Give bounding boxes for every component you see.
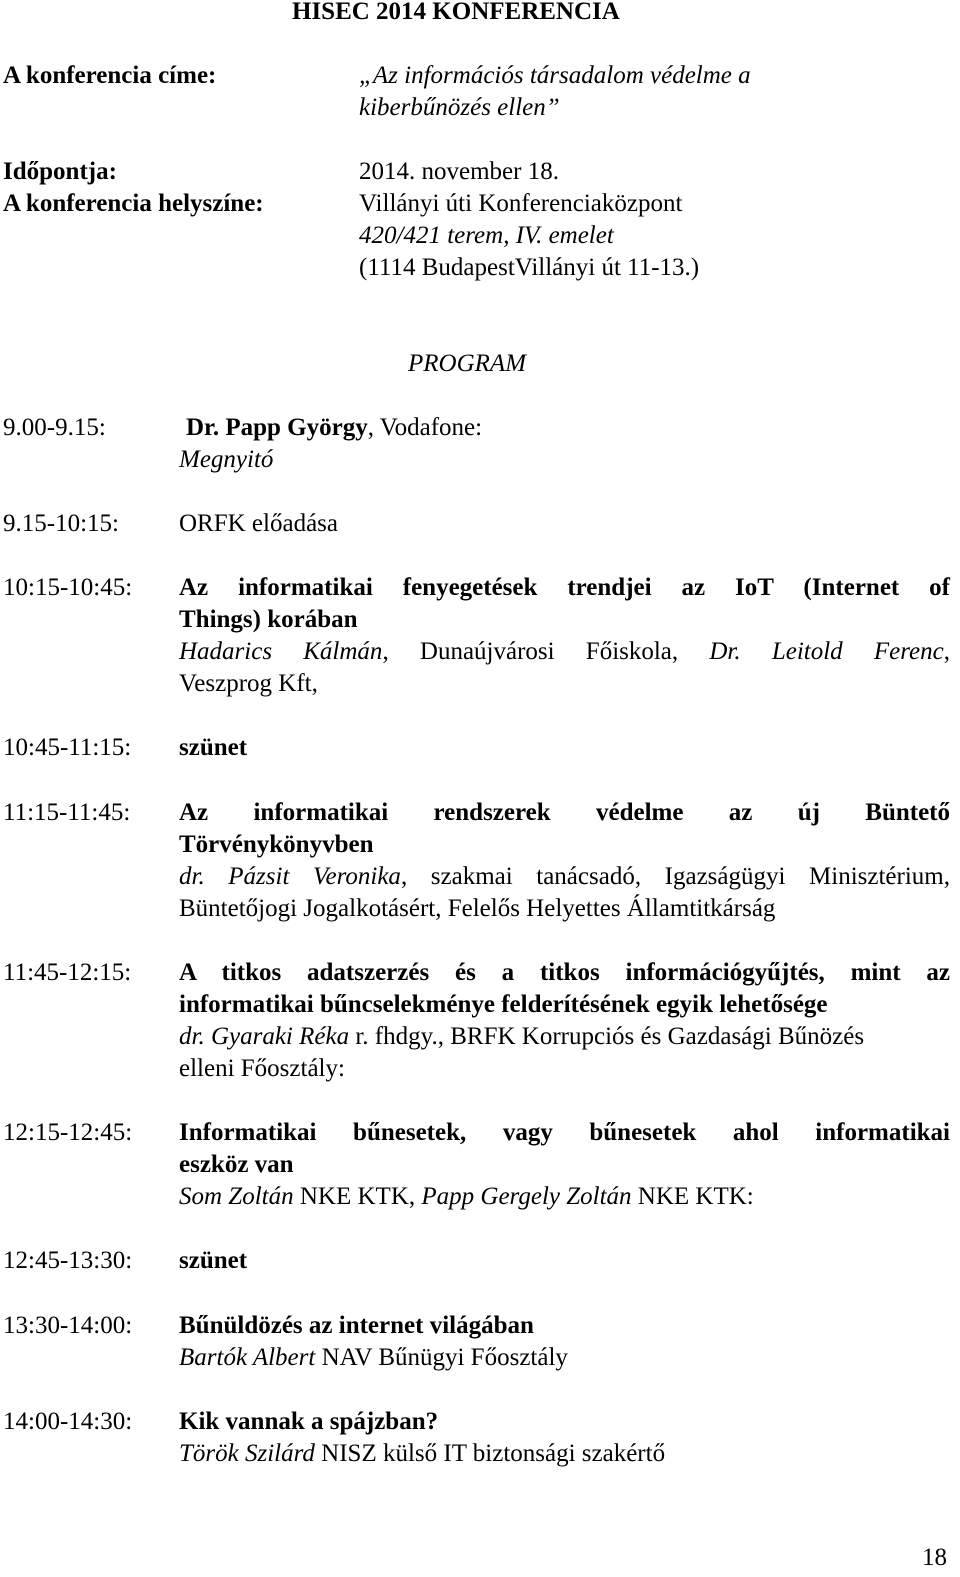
program-item-time: 10:45-11:15: [3, 734, 132, 761]
program-item-title-line1: Az informatikai fenyegetések trendjei az IoT (Internet of [179, 574, 950, 601]
program-heading: PROGRAM [408, 350, 527, 377]
venue-line1: Villányi úti Konferenciaközpont [359, 190, 683, 217]
speaker-name: Török Szilárd [179, 1440, 315, 1467]
program-item-time: 14:00-14:30: [3, 1408, 133, 1435]
speaker-name: Hadarics Kálmán [179, 638, 383, 665]
speaker-org: , Vodafone: [367, 414, 483, 441]
speaker-name: Dr. Leitold Ferenc [709, 638, 944, 665]
date-label: Időpontja: [3, 158, 117, 185]
venue-line3: (1114 BudapestVillányi út 11-13.) [359, 254, 700, 281]
program-item-time: 9.15-10:15: [3, 510, 119, 537]
program-item-title: Kik vannak a spájzban? [179, 1408, 439, 1435]
date-value: 2014. november 18. [359, 158, 559, 185]
program-item-title: Bűnüldözés az internet világában [179, 1312, 534, 1339]
speaker-org: NKE KTK: [631, 1183, 754, 1210]
speaker-org: , BRFK Korrupciós és Gazdasági Bűnözés [437, 1023, 865, 1050]
speaker-org-line2: Veszprog Kft, [179, 670, 318, 697]
program-item-speaker [179, 1342, 568, 1374]
program-item-title: szünet [179, 1247, 248, 1274]
speaker-rank: r. fhdgy. [349, 1023, 438, 1050]
program-item-title: Megnyitó [179, 446, 274, 473]
speaker-org: , [943, 638, 950, 665]
speaker-name: Som Zoltán [179, 1183, 294, 1210]
program-item-title-line1: Informatikai bűnesetek, vagy bűnesetek ahol informatikai [179, 1119, 950, 1146]
program-item-time: 9.00-9.15: [3, 414, 106, 441]
program-item-title-line1: A titkos adatszerzés és a titkos információgyűjtés, mint az [179, 959, 950, 986]
speaker-name: Papp Gergely Zoltán [421, 1183, 632, 1210]
venue-line2: 420/421 terem, IV. emelet [359, 222, 614, 249]
document-title: HISEC 2014 KONFERENCIA [292, 0, 620, 25]
speaker-org: NISZ külső IT biztonsági szakértő [314, 1440, 666, 1467]
program-item-title: ORFK előadása [179, 510, 338, 537]
speaker-name: Dr. Papp György [186, 414, 368, 441]
page-number: 18 [922, 1544, 947, 1571]
speaker-org-line2: elleni Főosztály: [179, 1055, 345, 1082]
program-item-speakers [179, 1181, 754, 1213]
program-item-time: 11:15-11:45: [3, 799, 131, 826]
speaker-org: NKE KTK, [293, 1183, 422, 1210]
speaker-org: , szakmai tanácsadó, Igazságügyi Minisztérium, [400, 863, 950, 890]
conference-title-line1: „Az információs társadalom védelme a [359, 62, 751, 89]
program-item-time: 11:45-12:15: [3, 959, 132, 986]
program-item-time: 10:15-10:45: [3, 574, 133, 601]
speaker-name: Bartók Albert [179, 1344, 316, 1371]
program-item-speaker [179, 1021, 864, 1053]
speaker-name: dr. Pázsit Veronika [179, 863, 401, 890]
conference-title-label: A konferencia címe: [3, 62, 217, 89]
program-item-title-line2: Törvénykönyvben [179, 831, 374, 858]
program-item-title-line2: informatikai bűncselekménye felderítésének egyik lehetősége [179, 991, 828, 1018]
conference-title-line2: kiberbűnözés ellen” [359, 94, 560, 121]
program-item-speakers [179, 636, 950, 668]
program-item-title-line2: Things) korában [179, 606, 358, 633]
speaker-org-line2: Büntetőjogi Jogalkotásért, Felelős Helyettes Államtitkárság [179, 895, 776, 922]
speaker-name: dr. Gyaraki Réka [179, 1023, 350, 1050]
program-item-speaker [179, 861, 950, 893]
program-item-time: 13:30-14:00: [3, 1312, 133, 1339]
venue-label: A konferencia helyszíne: [3, 190, 264, 217]
program-item-title-line2: eszköz van [179, 1151, 294, 1178]
program-item-title-line1: Az informatikai rendszerek védelme az új Büntető [179, 799, 950, 826]
program-item-time: 12:45-13:30: [3, 1247, 133, 1274]
speaker-org: NAV Bűnügyi Főosztály [315, 1344, 568, 1371]
program-item-title: szünet [179, 734, 248, 761]
program-item-speaker [179, 1438, 665, 1470]
program-item-speaker [186, 412, 482, 444]
speaker-org: , Dunaújvárosi Főiskola, [382, 638, 710, 665]
program-item-time: 12:15-12:45: [3, 1119, 133, 1146]
